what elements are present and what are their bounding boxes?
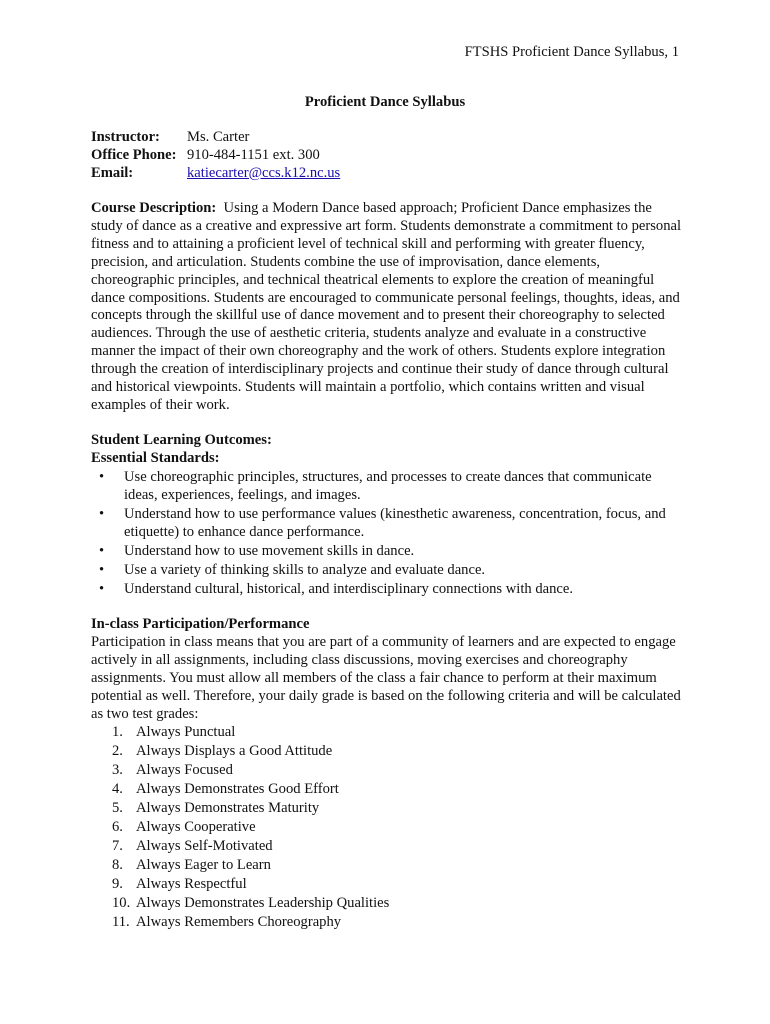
list-item-text: Always Displays a Good Attitude: [136, 743, 333, 760]
email-row: [91, 165, 340, 183]
essential-standards-list: [91, 469, 683, 599]
participation-text: Participation in class means that you are part of a community of learners and are expected to engage actively in all assignments, including class discussions, moving exercises and choreography assignments. You must allow all members of the class a fair chance to perform at their maximum potential as well. Therefore, your daily grade is based on the following criteria and will be calculated as two test grades:: [91, 633, 681, 722]
instructor-label: Instructor:: [91, 129, 160, 145]
list-item: [91, 581, 683, 599]
course-description-label: Course Description:: [91, 200, 217, 216]
bullet-icon: •: [99, 581, 105, 598]
list-number: 11.: [112, 913, 130, 930]
list-item-text: Understand cultural, historical, and interdisciplinary connections with dance.: [124, 581, 574, 598]
list-item: [91, 781, 683, 799]
contact-block: [91, 129, 340, 183]
list-item-text: Always Respectful: [136, 875, 247, 892]
list-item: [91, 819, 683, 837]
list-number: 1.: [112, 724, 123, 741]
list-number: 8.: [112, 856, 123, 873]
list-item: [91, 762, 683, 780]
list-number: 4.: [112, 781, 123, 798]
bullet-icon: •: [99, 506, 105, 522]
email-label: Email:: [91, 164, 134, 181]
learning-outcomes-section: [91, 432, 683, 599]
list-item-text: Always Eager to Learn: [136, 856, 271, 873]
list-number: 7.: [112, 837, 123, 854]
list-item-text: Always Remembers Choreography: [136, 913, 342, 930]
list-item-text: Use choreographic principles, structures, and processes to create dances that communicate ideas, experiences, feelings, and images.: [124, 469, 652, 503]
bullet-icon: •: [99, 562, 105, 579]
list-item: [91, 543, 683, 561]
list-item: [91, 743, 683, 761]
list-number: 5.: [112, 800, 123, 817]
course-description-text: Using a Modern Dance based approach; Proficient Dance emphasizes the study of dance as a creative and expressive art form. Students demonstrate a commitment to personal fitness and to attaining a proficient level of technical skill and performing with greater fluency, precision, and articulation. Students combine the use of improvisation, dance elements, choreographic principles, and technical theatrical elements to explore the creation of meaningful dance compositions. Students are encouraged to communicate personal feelings, thoughts, ideas, and concepts through the skillful use of dance movement and to present their choreography to selected audiences. Through the use of aesthetic criteria, students analyze and evaluate in a constructive manner the impact of their own choreography and the work of others. Students explore integration through the creation of interdisciplinary projects and continue their study of dance through cultural and historical viewpoints. Students will maintain a portfolio, which contains written and visual examples of their work.: [91, 200, 682, 413]
instructor-value: Ms. Carter: [187, 129, 250, 145]
list-item-text: Understand how to use performance values (kinesthetic awareness, concentration, focus, and etiquette) to enhance dance performance.: [124, 506, 666, 540]
essential-standards-heading: Essential Standards:: [91, 449, 220, 466]
list-number: 10.: [112, 894, 131, 911]
list-item-text: Use a variety of thinking skills to analyze and evaluate dance.: [124, 562, 486, 579]
list-item: [91, 914, 683, 932]
list-item-text: Always Demonstrates Leadership Qualities: [136, 894, 390, 911]
list-item-text: Always Focused: [136, 762, 233, 779]
bullet-icon: •: [99, 543, 105, 559]
list-item: [91, 469, 683, 505]
list-item: [91, 562, 683, 580]
bullet-icon: •: [99, 469, 105, 485]
learning-outcomes-heading: Student Learning Outcomes:: [91, 432, 272, 448]
criteria-list: [91, 724, 683, 931]
list-item-text: Always Demonstrates Maturity: [136, 800, 320, 817]
instructor-row: [91, 129, 340, 147]
list-number: 3.: [112, 762, 123, 779]
list-number: 6.: [112, 818, 123, 835]
list-number: 2.: [112, 743, 123, 760]
list-item-text: Always Demonstrates Good Effort: [136, 781, 339, 798]
email-link[interactable]: katiecarter@ccs.k12.nc.us: [187, 164, 341, 181]
list-item: [91, 724, 683, 742]
list-number: 9.: [112, 875, 123, 892]
list-item-text: Always Cooperative: [136, 818, 256, 835]
phone-label: Office Phone:: [91, 146, 177, 163]
phone-value: 910-484-1151 ext. 300: [187, 146, 320, 163]
list-item-text: Always Self-Motivated: [136, 837, 273, 854]
list-item: [91, 800, 683, 818]
list-item-text: Understand how to use movement skills in dance.: [124, 543, 415, 559]
list-item: [91, 876, 683, 894]
phone-row: [91, 147, 340, 165]
participation-section: [91, 616, 683, 931]
list-item: [91, 895, 683, 913]
list-item: [91, 838, 683, 856]
course-description: [91, 200, 683, 415]
participation-heading: In-class Participation/Performance: [91, 616, 310, 632]
page-title: Proficient Dance Syllabus: [304, 94, 466, 110]
running-header: FTSHS Proficient Dance Syllabus, 1: [464, 44, 679, 60]
list-item: [91, 506, 683, 542]
list-item: [91, 857, 683, 875]
list-item-text: Always Punctual: [136, 724, 236, 741]
